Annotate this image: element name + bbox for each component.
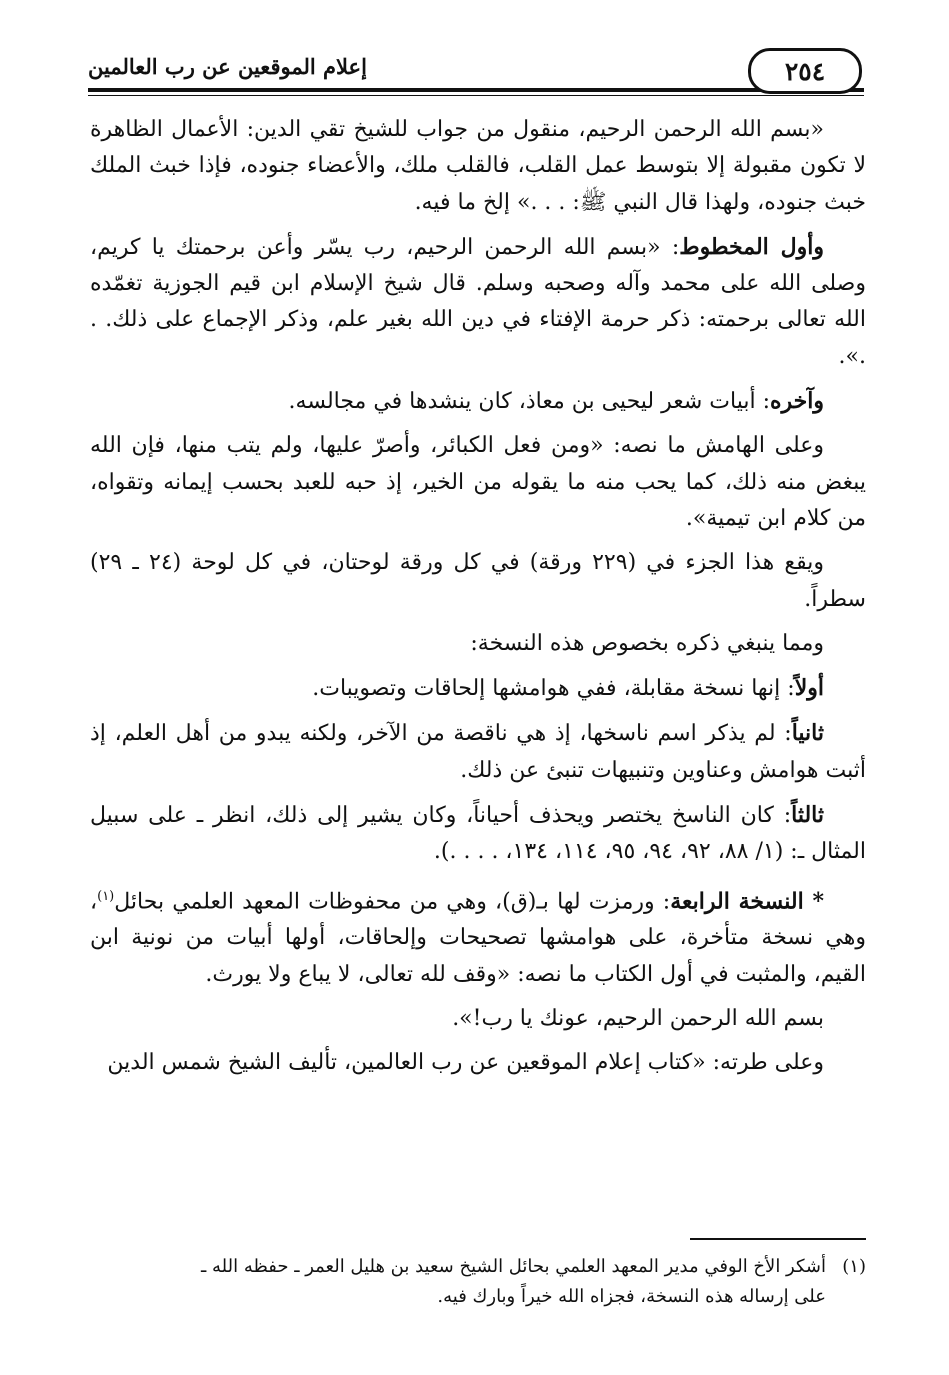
footnote-line-2: على إرساله هذه النسخة، فجزاه الله خيراً وبارك فيه. <box>437 1286 826 1307</box>
label-second: ثانياً <box>791 720 824 747</box>
page-number-badge: ٢٥٤ <box>748 48 862 94</box>
paragraph-basmala: بسم الله الرحمن الرحيم، عونك يا رب!». <box>452 1005 824 1031</box>
paragraph-margin-note: وعلى الهامش ما نصه: «ومن فعل الكبائر، وأصرّ عليها، ولم يتب منها، فإن الله يبغض منه ذلك، كما يحب منه ما يقوله من الخير، إذ حبه للعبد بحسب إيمانه وتقواه، من كلام ابن تيمية». <box>90 433 866 531</box>
label-fourth-copy: * النسخة الرابعة <box>670 887 824 914</box>
paragraph-title-page: وعلى طرته: «كتاب إعلام الموقعين عن رب العالمين، تأليف الشيخ شمس الدين <box>107 1050 824 1076</box>
footnote-separator <box>690 1238 866 1240</box>
header-rule-thick <box>88 88 864 92</box>
page-header <box>88 54 864 98</box>
paragraph-third-note <box>90 797 866 871</box>
paragraph-manuscript-start <box>90 229 866 375</box>
label-manuscript-end: وآخره <box>769 388 824 415</box>
paragraph-first-note <box>90 670 866 707</box>
body-text <box>90 112 866 1089</box>
paragraph-second-note <box>90 715 866 789</box>
text-manuscript-start: : «بسم الله الرحمن الرحيم، رب يسّر وأعن برحمتك يا كريم، وصلى الله على محمد وآله وصحبه وسلم. قال شيخ الإسلام ابن قيم الجوزية تغمّده الله تعالى برحمته: ذكر حرمة الإفتاء في دين الله بغير علم، وذكر الإجماع على ذلك. . .». <box>90 234 866 369</box>
label-first: أولاً <box>794 675 824 702</box>
text-fourth-copy-b: ، وهي نسخة متأخرة، على هوامشها تصحيحات وإلحاقات، أولها أبيات من نونية ابن القيم، والمثبت في أول الكتاب ما نصه: «وقف لله تعالى، لا يباع ولا يورث. <box>90 888 866 987</box>
paragraph-fourth-copy <box>90 879 866 993</box>
header-rule-thin <box>88 95 864 96</box>
text-second: : لم يذكر اسم ناسخها، إذ هي ناقصة من الآخر، ولكنه يبدو من أهل العلم، إذ أثبت هوامش وعناوين وتنبيهات تنبئ عن ذلك. <box>90 721 866 783</box>
label-third: ثالثاً <box>791 802 824 829</box>
footnote-line-1: أشكر الأخ الوفي مدير المعهد العلمي بحائل الشيخ سعيد بن هليل العمر ـ حفظه الله ـ <box>201 1256 826 1277</box>
text-third: : كان الناسخ يختصر ويحذف أحياناً، وكان يشير إلى ذلك، انظر ـ على سبيل المثال ـ: (١/ ٨٨، ٩٢، ٩٤، ٩٥، ١١٤، ١٣٤، . . . .). <box>90 803 866 865</box>
footnote-number: (١) <box>842 1256 866 1277</box>
paragraph-quote-taqi-aldin: «بسم الله الرحمن الرحيم، منقول من جواب للشيخ تقي الدين: الأعمال الظاهرة لا تكون مقبولة إلا بتوسط عمل القلب، فالقلب ملك، والأعضاء جنوده، فإذا خبث الملك خبث جنوده، ولهذا قال النبي ﷺ: . . .» إلخ ما فيه. <box>90 117 866 215</box>
text-manuscript-end: : أبيات شعر ليحيى بن معاذ، كان ينشدها في مجالسه. <box>288 389 770 415</box>
paragraph-notes-intro: ومما ينبغي ذكره بخصوص هذه النسخة: <box>470 630 824 656</box>
label-manuscript-start: وأول المخطوط <box>679 233 824 260</box>
text-fourth-copy-a: : ورمزت لها بـ(ق)، وهي من محفوظات المعهد العلمي بحائل <box>114 888 671 914</box>
paragraph-folio-count: ويقع هذا الجزء في (٢٢٩ ورقة) في كل ورقة لوحتان، في كل لوحة (٢٤ ـ ٢٩) سطراً. <box>90 550 866 612</box>
footnote-ref: (١) <box>97 888 115 904</box>
footnote <box>90 1252 866 1312</box>
running-title: إعلام الموقعين عن رب العالمين <box>88 54 367 79</box>
text-first: : إنها نسخة مقابلة، ففي هوامشها إلحاقات وتصويبات. <box>312 676 795 702</box>
paragraph-manuscript-end <box>90 383 866 420</box>
